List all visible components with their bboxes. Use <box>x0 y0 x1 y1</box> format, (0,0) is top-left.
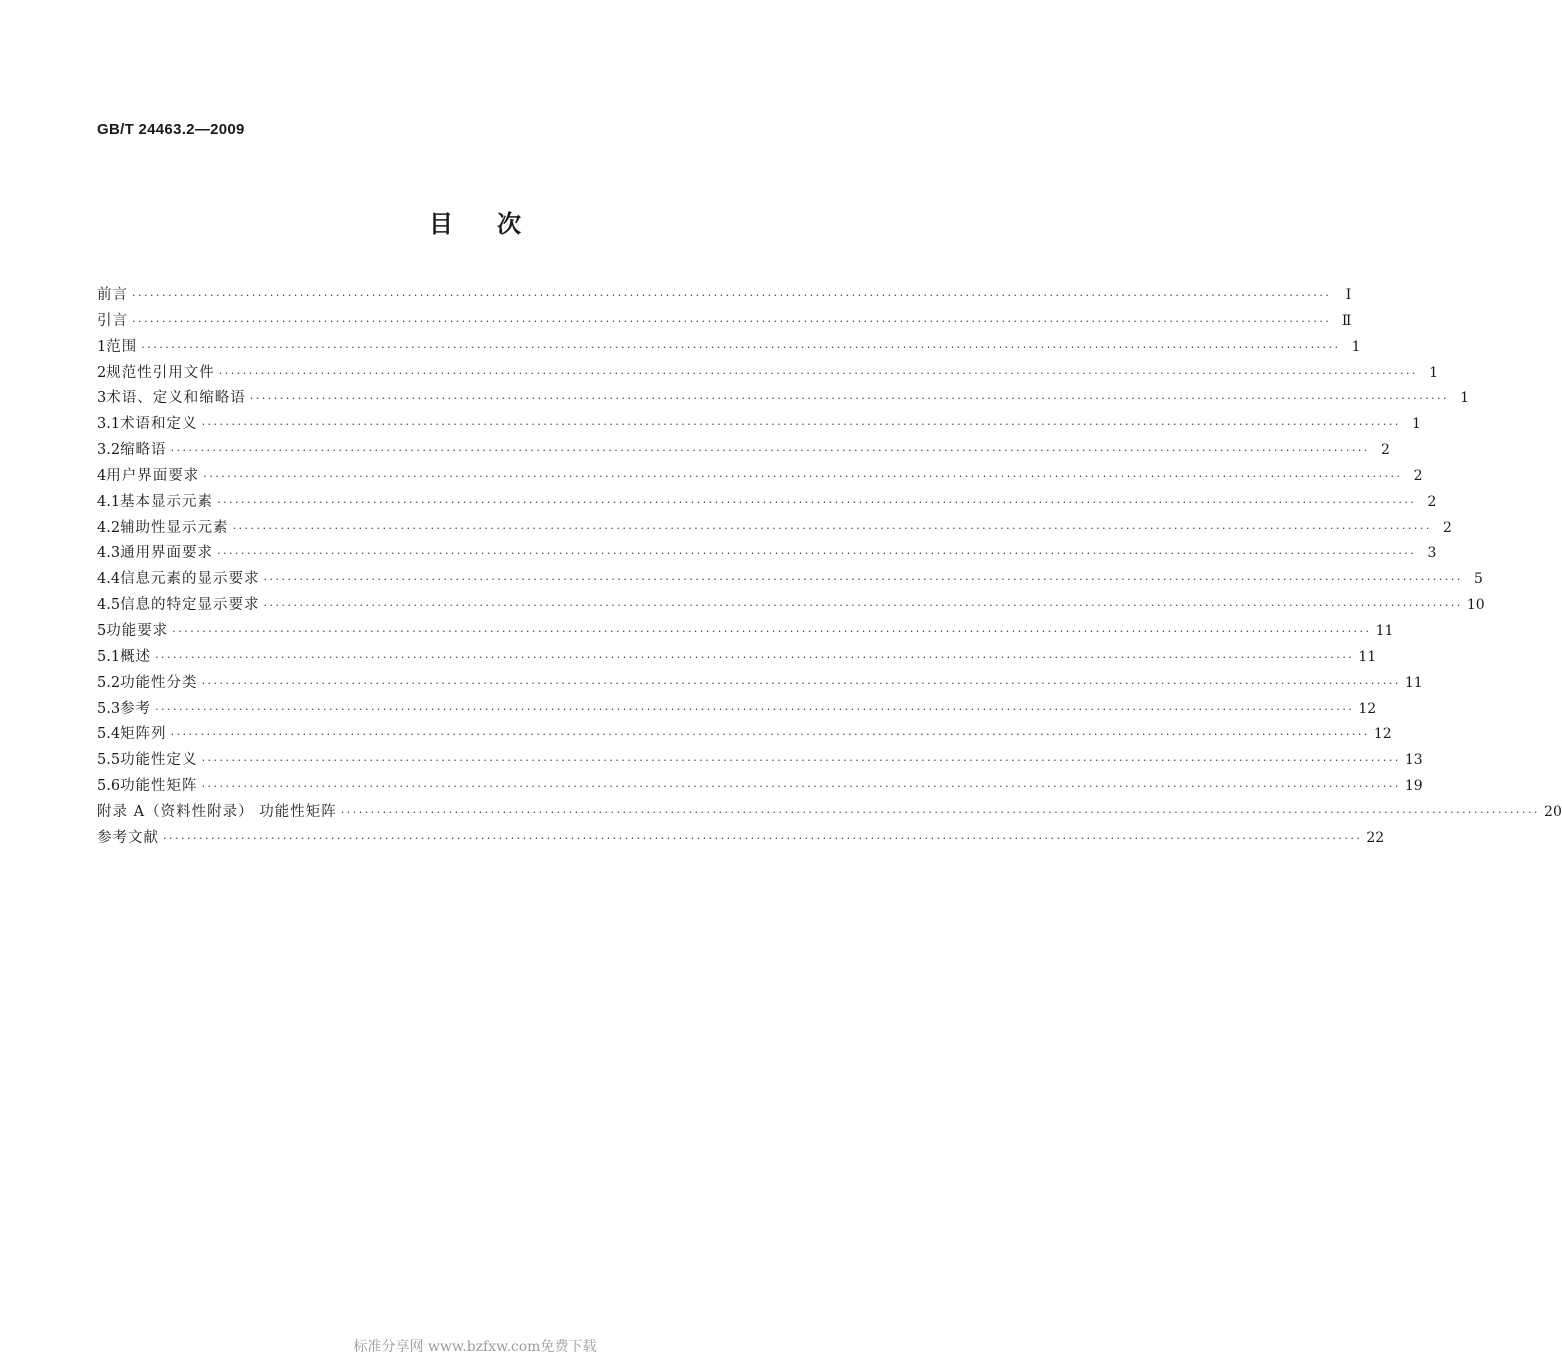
toc-entry-label: 术语、定义和缩略语 <box>106 390 246 407</box>
toc-entry-label: 概述 <box>120 648 152 665</box>
toc-entry-label: 术语和定义 <box>120 416 198 433</box>
leader-dots: ········································································································································································································ <box>163 831 1363 845</box>
toc-entry-number: 5.1 <box>97 648 121 665</box>
leader-dots: ········································································································································································································ <box>217 547 1417 561</box>
page-title: 目次 <box>429 209 565 238</box>
leader-dots: ········································································································································································································ <box>232 521 1432 535</box>
toc-entry[interactable] <box>97 722 1392 748</box>
toc-entry-page: 11 <box>1375 622 1394 639</box>
toc-entry-page: 20 <box>1544 803 1562 820</box>
toc-entry-number: 5.2 <box>97 674 121 691</box>
toc-entry-label: 参考文献 <box>97 829 159 846</box>
toc-entry[interactable] <box>97 516 1452 542</box>
toc-entry-label: 功能性矩阵 <box>120 778 198 795</box>
leader-dots: ········································································································································································································ <box>201 418 1401 432</box>
toc-entry[interactable] <box>97 697 1377 723</box>
leader-dots: ········································································································································································································ <box>340 805 1541 819</box>
leader-dots: ········································································································································································································ <box>172 624 1372 638</box>
toc-entry-page: 11 <box>1358 648 1377 665</box>
toc-entry[interactable] <box>97 335 1361 361</box>
toc-entry-number: 4.5 <box>97 597 121 614</box>
toc-entry[interactable] <box>97 283 1352 309</box>
leader-dots: ········································································································································································································ <box>203 469 1403 483</box>
toc-entry[interactable] <box>97 645 1377 671</box>
leader-dots: ········································································································································································································ <box>132 289 1332 302</box>
toc-entry-page: 12 <box>1373 726 1392 743</box>
toc-entry-number: 1 <box>97 338 107 355</box>
leader-dots: ········································································································································································································ <box>141 340 1341 354</box>
toc-entry-page: 12 <box>1358 700 1377 717</box>
toc-entry[interactable] <box>97 800 1562 826</box>
toc-entry-label: 功能要求 <box>106 622 169 639</box>
leader-dots: ········································································································································································································ <box>263 573 1463 587</box>
toc-entry-number: 2 <box>97 364 107 381</box>
toc-entry-page: 1 <box>1460 390 1470 407</box>
toc-entry-label: 用户界面要求 <box>106 467 200 484</box>
toc-entry-number: 5.4 <box>97 726 121 743</box>
toc-entry-number: 5.3 <box>97 700 121 717</box>
toc-entry-page: 1 <box>1429 364 1439 381</box>
toc-entry-label: 参考 <box>120 700 152 717</box>
toc-entry-page: 22 <box>1366 829 1385 846</box>
toc-entry-label: 引言 <box>97 312 128 329</box>
table-of-contents <box>97 283 1562 852</box>
standard-code: GB/T 24463.2—2009 <box>97 121 245 138</box>
toc-entry-number: 5.6 <box>97 778 121 795</box>
toc-entry[interactable] <box>97 490 1437 516</box>
toc-entry-page: 1 <box>1411 416 1421 433</box>
toc-entry-page: Ⅱ <box>1341 312 1352 329</box>
toc-entry[interactable] <box>97 464 1423 490</box>
toc-entry-label: 通用界面要求 <box>120 545 214 562</box>
toc-entry[interactable] <box>97 671 1423 697</box>
leader-dots: ········································································································································································································ <box>201 754 1401 768</box>
toc-entry[interactable] <box>97 412 1421 438</box>
toc-entry-page: 5 <box>1473 571 1483 588</box>
toc-entry-page: 2 <box>1413 467 1423 484</box>
toc-entry-number: 4 <box>97 467 107 484</box>
toc-entry-label: 功能性定义 <box>120 752 198 769</box>
toc-entry-number: 4.2 <box>97 519 121 536</box>
leader-dots: ········································································································································································································ <box>155 702 1355 716</box>
leader-dots: ········································································································································································································ <box>263 599 1463 613</box>
toc-entry-page: 19 <box>1404 778 1423 795</box>
leader-dots: ········································································································································································································ <box>218 366 1419 380</box>
toc-entry-label: 功能性分类 <box>120 674 198 691</box>
toc-entry-page: 2 <box>1427 493 1437 510</box>
toc-entry-page: 2 <box>1442 519 1452 536</box>
leader-dots: ········································································································································································································ <box>170 444 1370 458</box>
toc-entry-page: 11 <box>1404 674 1423 691</box>
toc-entry[interactable] <box>97 748 1423 774</box>
leader-dots: ········································································································································································································ <box>201 780 1401 794</box>
toc-entry[interactable] <box>97 593 1485 619</box>
toc-entry-label: 缩略语 <box>120 442 167 459</box>
toc-entry[interactable] <box>97 541 1437 567</box>
toc-entry-label: 信息元素的显示要求 <box>120 571 260 588</box>
toc-entry-page: 10 <box>1466 597 1485 614</box>
toc-entry[interactable] <box>97 567 1483 593</box>
toc-entry-label: 辅助性显示元素 <box>120 519 229 536</box>
footer-watermark: 标准分享网 www.bzfxw.com免费下载 <box>353 1339 597 1355</box>
leader-dots: ········································································································································································································ <box>249 392 1450 406</box>
leader-dots: ········································································································································································································ <box>155 650 1355 664</box>
toc-entry-number: 3.1 <box>97 416 121 433</box>
toc-entry-number: 4.4 <box>97 571 121 588</box>
toc-entry-number: 3.2 <box>97 442 121 459</box>
toc-entry-label: 信息的特定显示要求 <box>120 597 260 614</box>
toc-entry-label: 规范性引用文件 <box>106 364 215 381</box>
toc-entry-label: 前言 <box>97 287 128 303</box>
toc-entry-label: 基本显示元素 <box>120 493 214 510</box>
leader-dots: ········································································································································································································ <box>170 728 1370 742</box>
toc-entry-number: 3 <box>97 390 107 407</box>
toc-entry-page: 3 <box>1427 545 1437 562</box>
toc-entry[interactable] <box>97 309 1352 335</box>
toc-entry-page: 13 <box>1404 752 1423 769</box>
leader-dots: ········································································································································································································ <box>201 676 1401 690</box>
toc-entry[interactable] <box>97 361 1439 387</box>
toc-entry-number: 4.1 <box>97 493 121 510</box>
toc-entry-label: 矩阵列 <box>120 726 167 743</box>
leader-dots: ········································································································································································································ <box>132 314 1332 328</box>
toc-entry-page: 1 <box>1351 338 1361 355</box>
toc-entry[interactable] <box>97 774 1423 800</box>
toc-entry[interactable] <box>97 619 1394 645</box>
toc-entry-page: 2 <box>1380 442 1390 459</box>
leader-dots: ········································································································································································································ <box>217 495 1417 509</box>
toc-entry[interactable] <box>97 438 1390 464</box>
toc-entry-label: 附录 A（资料性附录） 功能性矩阵 <box>97 803 337 820</box>
toc-entry-number: 4.3 <box>97 545 121 562</box>
toc-entry-label: 范围 <box>106 338 138 355</box>
toc-entry[interactable] <box>97 386 1470 412</box>
toc-entry-page: Ⅰ <box>1345 287 1352 303</box>
toc-entry-number: 5 <box>97 622 107 639</box>
toc-entry[interactable] <box>97 826 1385 852</box>
toc-entry-number: 5.5 <box>97 752 121 769</box>
